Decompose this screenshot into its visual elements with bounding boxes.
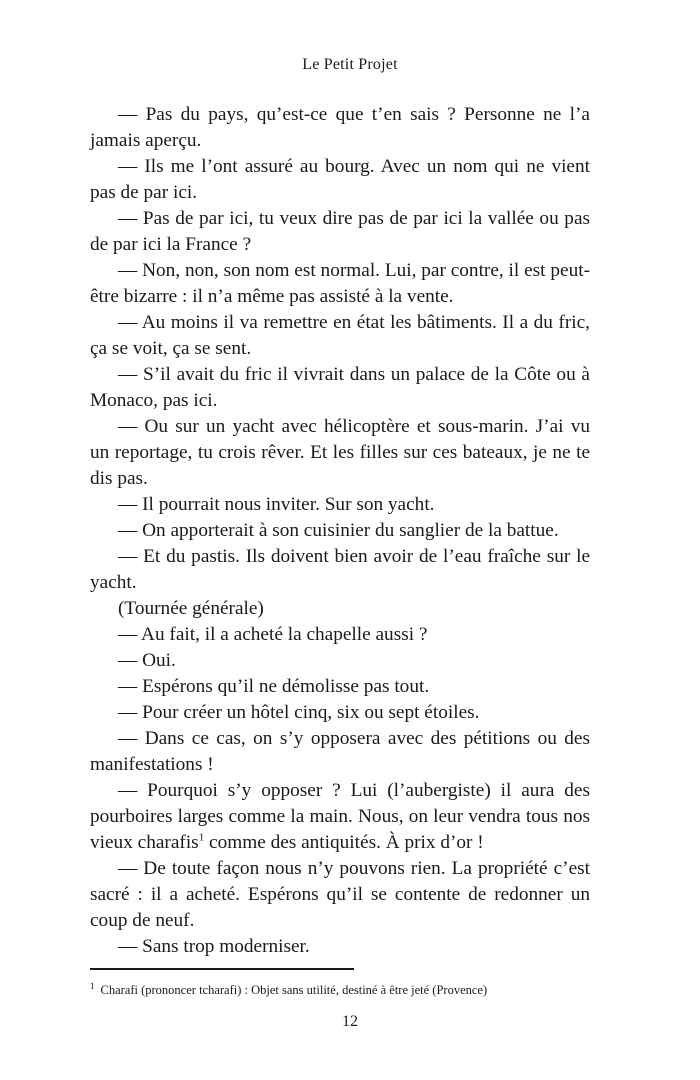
dialogue-line: — Non, non, son nom est normal. Lui, par contre, il est peut-être bizarre : il n’a même pas assisté à la vente. [90,260,590,307]
dialogue-line: — Oui. [118,650,176,671]
dialogue-line: — S’il avait du fric il vivrait dans un palace de la Côte ou à Monaco, pas ici. [90,364,590,411]
footnote [90,982,610,998]
dialogue-line: — Pas de par ici, tu veux dire pas de par ici la vallée ou pas de par ici la France ? [90,208,590,255]
dialogue-line: — Ils me l’ont assuré au bourg. Avec un nom qui ne vient pas de par ici. [90,156,590,203]
page-number: 12 [342,1013,358,1030]
dialogue-line: — Espérons qu’il ne démolisse pas tout. [118,676,430,697]
running-header: Le Petit Projet [302,56,398,73]
dialogue-line: — Pas du pays, qu’est-ce que t’en sais ? Personne ne l’a jamais aperçu. [90,104,590,151]
dialogue-line: — On apporterait à son cuisinier du sanglier de la battue. [118,520,559,541]
footnote-text: Charafi (prononcer tcharafi) : Objet sans utilité, destiné à être jeté (Provence) [100,983,488,997]
dialogue-line: — Sans trop moderniser. [118,936,310,957]
dialogue-line-footnoted [90,778,590,856]
body-text [90,102,590,960]
dialogue-line: — Ou sur un yacht avec hélicoptère et sous-marin. J’ai vu un reportage, tu crois rêver. Et les filles sur ces bateaux, je ne te dis pas. [90,416,590,489]
dialogue-line: — Pour créer un hôtel cinq, six ou sept étoiles. [118,702,480,723]
footnote-reference[interactable]: 1 [198,831,205,844]
dialogue-text: comme des antiquités. À prix d’or ! [204,832,484,853]
dialogue-line: — Et du pastis. Ils doivent bien avoir de l’eau fraîche sur le yacht. [90,546,590,593]
dialogue-line: — Il pourrait nous inviter. Sur son yacht. [118,494,435,515]
dialogue-line: — Au moins il va remettre en état les bâtiments. Il a du fric, ça se voit, ça se sent. [90,312,590,359]
footnote-divider [90,968,354,970]
dialogue-line: — De toute façon nous n’y pouvons rien. La propriété c’est sacré : il a acheté. Espérons qu’il se contente de redonner un coup de neuf. [90,858,590,931]
dialogue-line: — Au fait, il a acheté la chapelle aussi ? [118,624,428,645]
footnote-marker: 1 [90,980,95,991]
stage-direction: (Tournée générale) [118,598,264,619]
dialogue-line: — Dans ce cas, on s’y opposera avec des pétitions ou des manifestations ! [90,728,590,775]
dialogue-text: — Pourquoi s’y opposer ? Lui (l’aubergiste) il aura des pourboires larges comme la main. Nous, on leur vendra tous nos vieux charafis [90,780,590,853]
